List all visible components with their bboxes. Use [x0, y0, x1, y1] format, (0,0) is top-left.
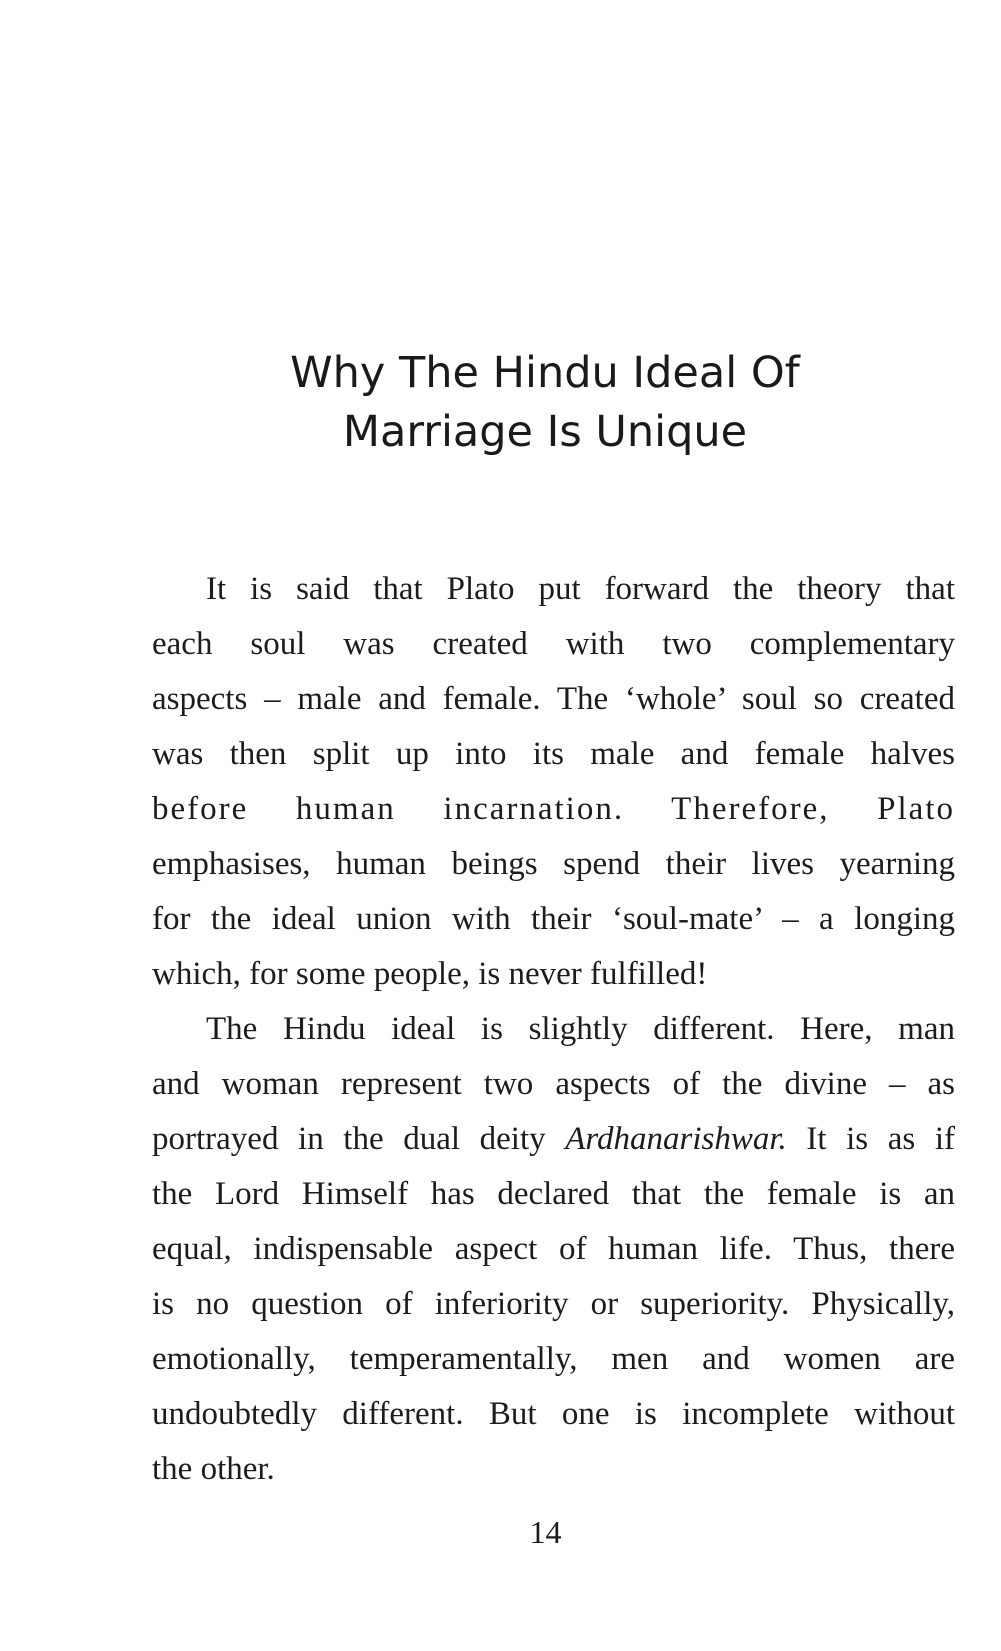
- deity-name: Ardhanarishwar.: [565, 1121, 787, 1157]
- text-line: emphasises, human beings spend their lives yearning: [152, 846, 955, 882]
- text-fragment: It is as if: [786, 1121, 955, 1157]
- text-line-with-term: [152, 1112, 955, 1167]
- chapter-body: [152, 562, 955, 1497]
- text-line: It is said that Plato put forward the theory that: [206, 571, 955, 607]
- text-line: was then split up into its male and female halves: [152, 736, 955, 772]
- chapter-title-line-2: Marriage Is Unique: [342, 407, 748, 457]
- text-line: equal, indispensable aspect of human life. Thus, there: [152, 1231, 955, 1267]
- text-line: the Lord Himself has declared that the female is an: [152, 1176, 955, 1212]
- chapter-title-line-1: Why The Hindu Ideal Of: [290, 348, 800, 398]
- text-line: the other.: [152, 1451, 275, 1487]
- chapter-title: [240, 344, 850, 462]
- text-line: each soul was created with two complementary: [152, 626, 955, 662]
- text-line: aspects – male and female. The ‘whole’ soul so created: [152, 681, 955, 717]
- text-line: before human incarnation. Therefore, Plato: [152, 791, 955, 827]
- text-fragment: portrayed in the dual deity: [152, 1121, 566, 1157]
- page-number: 14: [529, 1514, 562, 1550]
- text-line: which, for some people, is never fulfilled!: [152, 956, 708, 992]
- text-line: emotionally, temperamentally, men and women are: [152, 1341, 955, 1377]
- text-line: undoubtedly different. But one is incomplete without: [152, 1396, 955, 1432]
- text-line: is no question of inferiority or superiority. Physically,: [152, 1286, 955, 1322]
- paragraph-plato: [152, 562, 955, 1002]
- text-line: for the ideal union with their ‘soul-mate’ – a longing: [152, 901, 955, 937]
- paragraph-hindu-ideal: [152, 1002, 955, 1497]
- text-line: The Hindu ideal is slightly different. Here, man: [206, 1011, 955, 1047]
- text-line: and woman represent two aspects of the divine – as: [152, 1066, 955, 1102]
